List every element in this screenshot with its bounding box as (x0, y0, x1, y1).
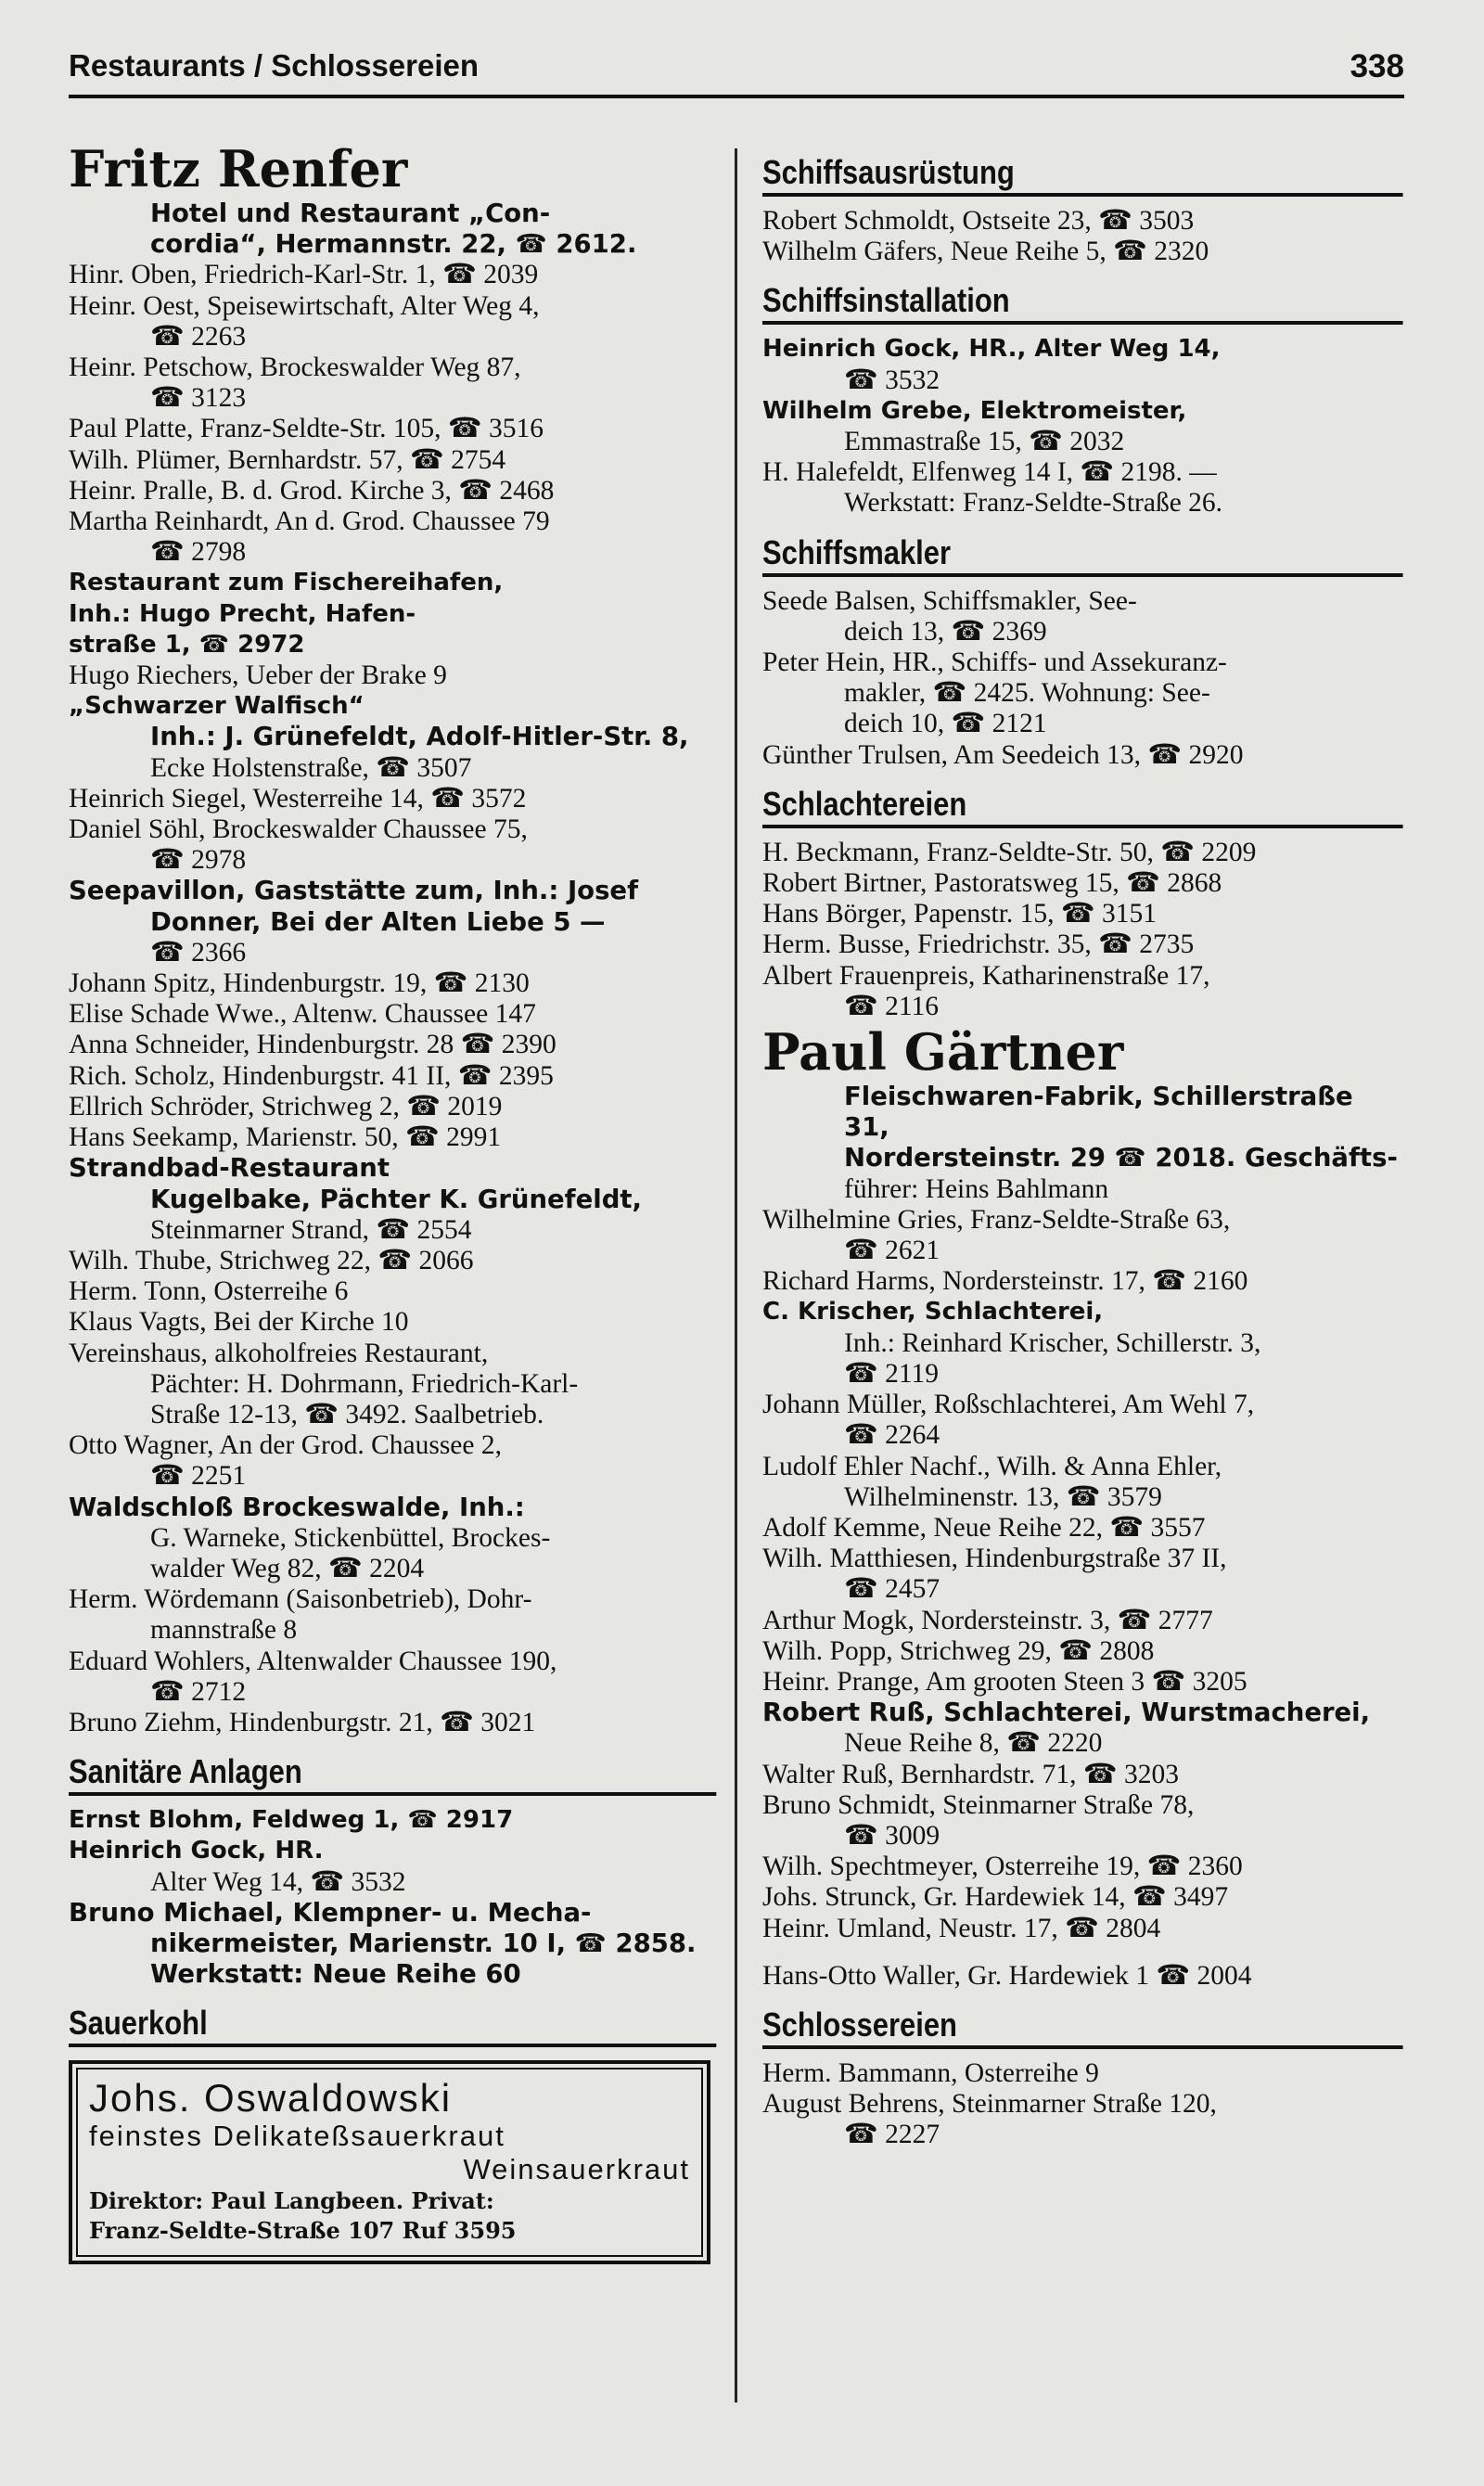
section-heading: Schiffsinstallation (762, 280, 1402, 325)
directory-entry-line: Heinrich Gock, HR. (69, 1837, 324, 1865)
directory-entry-line: Werkstatt: Franz-Seldte-Straße 26. (844, 488, 1223, 519)
directory-entry-line: Strandbad-Restaurant (69, 1153, 390, 1184)
directory-entry-line: Waldschloß Brockeswalde, Inh.: (69, 1492, 525, 1522)
directory-entry-line: Hinr. Oben, Friedrich-Karl-Str. 1, ☎ 2039 (69, 260, 539, 290)
directory-entry-line: Daniel Söhl, Brockeswalder Chaussee 75, (69, 814, 528, 845)
directory-entry-line: Robert Ruß, Schlachterei, Wurstmacherei, (762, 1698, 1371, 1728)
directory-entry-line: nikermeister, Marienstr. 10 I, ☎ 2858. (150, 1928, 697, 1958)
right-column (762, 139, 1404, 2151)
directory-entry-line: führer: Heins Bahlmann (844, 1173, 1109, 1204)
directory-entry-line: Wilhelminenstr. 13, ☎ 3579 (844, 1481, 1162, 1512)
directory-entry-line: Heinr. Petschow, Brockeswalder Weg 87, (69, 352, 521, 383)
featured-business-name: Paul Gärtner (762, 1022, 1124, 1083)
ad-tagline: feinstes Delikateßsauerkraut (89, 2120, 505, 2153)
directory-entry-line: Inh.: J. Grünefeldt, Adolf-Hitler-Str. 8, (150, 722, 689, 752)
directory-entry-line: Elise Schade Wwe., Altenw. Chaussee 147 (69, 999, 536, 1030)
directory-entry-line: Paul Platte, Franz-Seldte-Str. 105, ☎ 3516 (69, 414, 544, 444)
section-heading: Schiffsausrüstung (762, 152, 1402, 197)
directory-entry-line: mannstraße 8 (150, 1615, 298, 1646)
ad-director: Direktor: Paul Langbeen. Privat: (89, 2187, 494, 2215)
directory-entry-line: Emmastraße 15, ☎ 2032 (844, 427, 1125, 457)
ad-company-name: Johs. Oswaldowski (89, 2076, 453, 2121)
directory-entry-line: Johs. Strunck, Gr. Hardewiek 14, ☎ 3497 (762, 1882, 1229, 1913)
directory-entry-line: Heinrich Siegel, Westerreihe 14, ☎ 3572 (69, 783, 527, 814)
directory-entry-line: Ernst Blohm, Feldweg 1, ☎ 2917 (69, 1806, 514, 1835)
directory-entry-line: Anna Schneider, Hindenburgstr. 28 ☎ 2390 (69, 1030, 556, 1060)
directory-entry-line: Hans-Otto Waller, Gr. Hardewiek 1 ☎ 2004 (762, 1960, 1252, 1991)
directory-entry-line: Herm. Tonn, Osterreihe 6 (69, 1276, 349, 1307)
directory-entry-line: ☎ 2119 (844, 1358, 940, 1389)
directory-entry-line: Robert Birtner, Pastoratsweg 15, ☎ 2868 (762, 868, 1222, 899)
directory-entry-line: Kugelbake, Pächter K. Grünefeldt, (150, 1184, 643, 1214)
directory-entry-line: deich 13, ☎ 2369 (844, 616, 1047, 647)
directory-entry-line: Heinr. Pralle, B. d. Grod. Kirche 3, ☎ 2468 (69, 475, 555, 506)
directory-entry-line: Vereinshaus, alkoholfreies Restaurant, (69, 1338, 489, 1368)
section-heading: Schlossereien (762, 2005, 1402, 2049)
directory-entry-line: August Behrens, Steinmarner Straße 120, (762, 2089, 1217, 2120)
directory-entry-line: Johann Müller, Roßschlachterei, Am Wehl 7, (762, 1390, 1255, 1420)
page-number: 338 (1350, 48, 1404, 84)
directory-entry-line: Wilhelm Grebe, Elektromeister, (762, 396, 1187, 425)
directory-entry-line: Donner, Bei der Alten Liebe 5 — (150, 906, 606, 937)
directory-entry-line: Seepavillon, Gaststätte zum, Inh.: Josef (69, 876, 639, 906)
directory-entry-line: deich 10, ☎ 2121 (844, 709, 1047, 739)
directory-entry-line: Herm. Wördemann (Saisonbetrieb), Dohr- (69, 1584, 532, 1615)
page-title: Restaurants / Schlossereien (69, 48, 480, 83)
directory-entry-line: Herm. Bammann, Osterreihe 9 (762, 2057, 1099, 2088)
directory-entry-line: Bruno Ziehm, Hindenburgstr. 21, ☎ 3021 (69, 1707, 536, 1737)
directory-entry-line: Wilh. Spechtmeyer, Osterreihe 19, ☎ 2360 (762, 1852, 1243, 1882)
section-heading: Sauerkohl (69, 2003, 716, 2047)
directory-entry-line: Otto Wagner, An der Grod. Chaussee 2, (69, 1430, 502, 1461)
directory-entry-line: ☎ 2227 (844, 2120, 940, 2150)
directory-entry-line: ☎ 2251 (150, 1461, 247, 1492)
directory-entry-line: Wilh. Matthiesen, Hindenburgstraße 37 II, (762, 1544, 1227, 1574)
directory-entry-line: ☎ 2798 (150, 537, 247, 568)
directory-entry-line: Restaurant zum Fischereihafen, (69, 569, 504, 597)
featured-business-name: Fritz Renfer (69, 139, 408, 199)
directory-entry-line: Inh.: Hugo Precht, Hafen- (69, 599, 416, 628)
directory-entry-line: Herm. Busse, Friedrichstr. 35, ☎ 2735 (762, 929, 1195, 960)
directory-entry-line: ☎ 3123 (150, 383, 247, 414)
directory-entry-line: Heinr. Prange, Am grooten Steen 3 ☎ 3205 (762, 1666, 1247, 1697)
directory-entry-line: Heinr. Oest, Speisewirtschaft, Alter Weg 4, (69, 290, 540, 321)
directory-entry-line: Bruno Schmidt, Steinmarner Straße 78, (762, 1789, 1195, 1820)
directory-entry-line: ☎ 2366 (150, 937, 247, 967)
directory-entry-line: C. Krischer, Schlachterei, (762, 1298, 1104, 1326)
directory-entry-line: Wilhelm Gäfers, Neue Reihe 5, ☎ 2320 (762, 237, 1209, 267)
directory-entry-line: Werkstatt: Neue Reihe 60 (150, 1959, 521, 1990)
ad-inner-frame (76, 2068, 703, 2257)
directory-entry-line: Heinrich Gock, HR., Alter Weg 14, (762, 335, 1221, 364)
directory-entry-line: Arthur Mogk, Nordersteinstr. 3, ☎ 2777 (762, 1605, 1213, 1635)
directory-entry-line: ☎ 3009 (844, 1820, 940, 1851)
section-heading: Schlachtereien (762, 784, 1402, 828)
directory-entry-line: Straße 12-13, ☎ 3492. Saalbetrieb. (150, 1399, 544, 1429)
directory-entry-line: Inh.: Reinhard Krischer, Schillerstr. 3, (844, 1327, 1261, 1358)
column-divider (735, 148, 737, 2403)
directory-entry-line: Hugo Riechers, Ueber der Brake 9 (69, 660, 447, 691)
directory-entry-line: ☎ 2621 (844, 1236, 940, 1266)
directory-entry-line: Neue Reihe 8, ☎ 2220 (844, 1728, 1103, 1759)
directory-entry-line: Alter Weg 14, ☎ 3532 (150, 1866, 406, 1897)
spacer (762, 1944, 1404, 1961)
directory-entry-line: Ludolf Ehler Nachf., Wilh. & Anna Ehler, (762, 1451, 1222, 1481)
directory-entry-line: Ellrich Schröder, Strichweg 2, ☎ 2019 (69, 1091, 503, 1121)
directory-entry-line: Heinr. Umland, Neustr. 17, ☎ 2804 (762, 1913, 1161, 1943)
directory-entry-line: Eduard Wohlers, Altenwalder Chaussee 190, (69, 1646, 557, 1676)
section-heading: Sanitäre Anlagen (69, 1751, 716, 1796)
directory-entry-line: Wilhelmine Gries, Franz-Seldte-Straße 63, (762, 1204, 1231, 1235)
directory-entry-line: Nordersteinstr. 29 ☎ 2018. Geschäfts- (844, 1143, 1398, 1173)
directory-entry-line: Hans Seekamp, Marienstr. 50, ☎ 2991 (69, 1122, 502, 1153)
directory-entry-line: Martha Reinhardt, An d. Grod. Chaussee 79 (69, 506, 550, 537)
right-entry-list (762, 152, 1404, 2151)
directory-entry-line: cordia“, Hermannstr. 22, ☎ 2612. (150, 229, 637, 260)
page-header (69, 46, 1404, 98)
directory-entry-line: Wilh. Thube, Strichweg 22, ☎ 2066 (69, 1245, 474, 1275)
directory-entry-line: Seede Balsen, Schiffsmakler, See- (762, 585, 1137, 616)
directory-entry-line: Robert Schmoldt, Ostseite 23, ☎ 3503 (762, 206, 1195, 236)
directory-entry-line: ☎ 2116 (844, 991, 940, 1021)
directory-entry-line: ☎ 2457 (844, 1574, 940, 1605)
directory-entry-line: Pächter: H. Dohrmann, Friedrich-Karl- (150, 1368, 579, 1399)
directory-entry-line: Bruno Michael, Klempner- u. Mecha- (69, 1897, 592, 1928)
directory-entry-line: „Schwarzer Walfisch“ (69, 692, 365, 721)
directory-entry-line: Hans Börger, Papenstr. 15, ☎ 3151 (762, 899, 1158, 929)
ad-product: Weinsauerkraut (463, 2153, 690, 2186)
directory-entry-line: Günther Trulsen, Am Seedeich 13, ☎ 2920 (762, 739, 1244, 770)
directory-entry-line: Wilh. Plümer, Bernhardstr. 57, ☎ 2754 (69, 444, 506, 475)
directory-entry-line: walder Weg 82, ☎ 2204 (150, 1553, 425, 1583)
left-column (69, 139, 718, 2264)
directory-entry-line: Albert Frauenpreis, Katharinenstraße 17, (762, 960, 1210, 991)
directory-entry-line: ☎ 2978 (150, 845, 247, 876)
directory-entry-line: Peter Hein, HR., Schiffs- und Assekuranz- (762, 647, 1227, 678)
directory-entry-line: Richard Harms, Nordersteinstr. 17, ☎ 2160 (762, 1266, 1248, 1297)
directory-entry-line: Walter Ruß, Bernhardstr. 71, ☎ 3203 (762, 1759, 1179, 1789)
directory-entry-line: Steinmarner Strand, ☎ 2554 (150, 1214, 472, 1245)
directory-entry-line: Fleischwaren-Fabrik, Schillerstraße 31, (844, 1082, 1353, 1143)
directory-entry-line: Ecke Holstenstraße, ☎ 3507 (150, 752, 472, 783)
directory-entry-line: ☎ 3532 (844, 365, 940, 395)
directory-entry-line: Adolf Kemme, Neue Reihe 22, ☎ 3557 (762, 1512, 1206, 1543)
section-heading: Schiffsmakler (762, 532, 1402, 577)
directory-entry-line: straße 1, ☎ 2972 (69, 630, 305, 659)
left-entry-list (69, 139, 718, 2047)
directory-entry-line: ☎ 2263 (150, 321, 247, 352)
directory-entry-line: H. Halefeldt, Elfenweg 14 I, ☎ 2198. — (762, 457, 1217, 488)
directory-entry-line: ☎ 2712 (150, 1676, 247, 1707)
sauerkohl-advertisement (69, 2060, 710, 2264)
directory-entry-line: Wilh. Popp, Strichweg 29, ☎ 2808 (762, 1635, 1155, 1666)
directory-entry-line: G. Warneke, Stickenbüttel, Brockes- (150, 1522, 551, 1553)
directory-entry-line: Rich. Scholz, Hindenburgstr. 41 II, ☎ 2395 (69, 1060, 554, 1091)
ad-address: Franz-Seldte-Straße 107 Ruf 3595 (89, 2217, 517, 2245)
directory-entry-line: makler, ☎ 2425. Wohnung: See- (844, 678, 1210, 709)
directory-entry-line: H. Beckmann, Franz-Seldte-Str. 50, ☎ 2209 (762, 837, 1257, 867)
directory-entry-line: Hotel und Restaurant „Con- (150, 199, 551, 228)
directory-entry-line: ☎ 2264 (844, 1420, 940, 1451)
directory-entry-line: Johann Spitz, Hindenburgstr. 19, ☎ 2130 (69, 968, 530, 999)
directory-entry-line: Klaus Vagts, Bei der Kirche 10 (69, 1307, 409, 1338)
